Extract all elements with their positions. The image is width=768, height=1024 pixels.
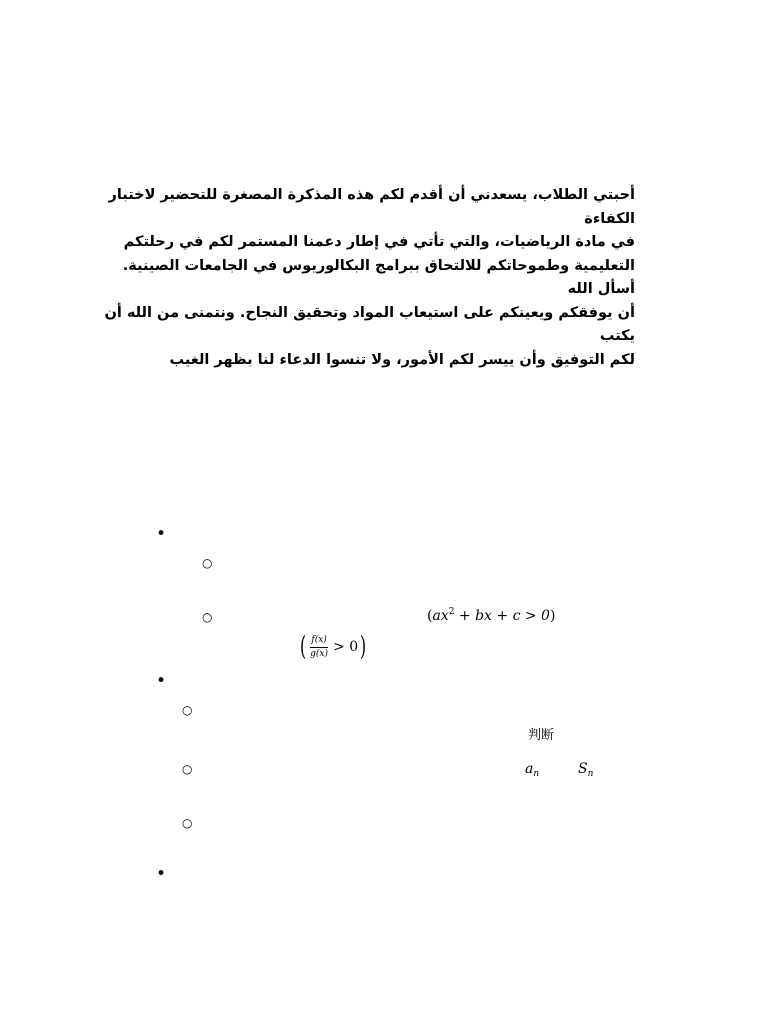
sequence-sum-sn [578,762,593,779]
an-subscript: n [533,769,540,779]
quadratic-term: ax [432,608,449,624]
fraction-relation: > 0 [333,639,359,655]
intro-line-5: لكم التوفيق وأن ييسر لكم الأمور، ولا تنسوا الدعاء لنا بظهر الغيب [169,351,635,368]
fraction-close-paren: ) [360,632,367,662]
list-bullet-level1: • [156,671,167,691]
intro-line-2: في مادة الرياضيات، والتي تأتي في إطار دعمنا المستمر لكم في رحلتكم [123,234,635,250]
list-bullet-level2: ○ [202,556,213,570]
list-bullet-level2: ○ [182,816,193,830]
list-bullet-level2: ○ [202,610,213,624]
list-bullet-level2: ○ [182,703,193,717]
sn-subscript: n [587,769,594,779]
rational-inequality [298,634,368,660]
list-bullet-level2: ○ [182,762,193,776]
quadratic-close-paren: ) [549,608,556,624]
sn-base: S [578,761,588,777]
fraction-denominator: g(x) [310,648,329,659]
an-base: a [525,761,534,777]
quadratic-rest: + bx + c > 0 [454,608,550,624]
sequence-term-an [525,762,539,779]
cjk-label: 判断 [528,728,555,743]
list-bullet-level1: • [156,864,167,884]
intro-line-4: أن يوفقكم ويعينكم على استيعاب المواد وتحقيق النجاح. ونتمنى من الله أن يكتب [104,304,635,344]
list-bullet-level1: • [156,524,167,544]
fraction [309,635,329,659]
quadratic-open-paren: ( [427,608,433,624]
fraction-numerator: f(x) [310,635,327,647]
quadratic-inequality [427,608,555,623]
quadratic-exponent: 2 [448,607,455,617]
intro-line-1: أحبتي الطلاب، يسعدني أن أقدم لكم هذه المذكرة المصغرة للتحضير لاختبار الكفاءة [108,187,635,227]
intro-paragraph [100,184,635,372]
fraction-open-paren: ( [300,632,307,662]
intro-line-3: التعليمية وطموحاتكم للالتحاق ببرامج البكالوريوس في الجامعات الصينية. أسأل الله [122,257,635,297]
